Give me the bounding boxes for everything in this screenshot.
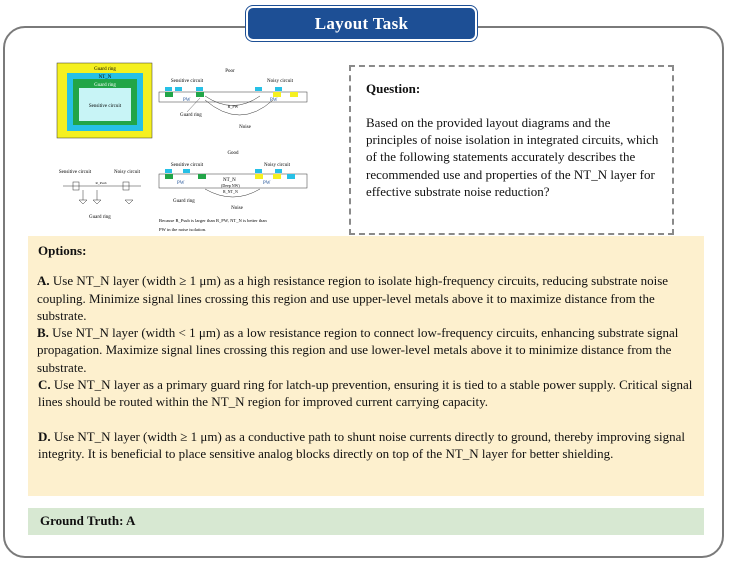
fig-good-noise: Noise [231,206,243,211]
fig-sensitive-label: Sensitive circuit [88,104,122,109]
ground-truth: Ground Truth: A [28,508,704,535]
option-a-text: Use NT_N layer (width ≥ 1 μm) as a high resistance region to isolate high-frequency circuits, reducing substrate noise coupling. Minimize signal lines crossing this region and use upper-level metals above it to maximize distance from the substrate. [37,273,669,323]
option-d-text: Use NT_N layer (width ≥ 1 μm) as a conductive path to shunt noise currents directly to ground, thereby improving signal integrity. It is beneficial to place sensitive analog blocks directly on top of the NT_N layer for better shielding. [38,428,685,461]
option-d-letter: D. [38,428,51,444]
fig-poor-label: Poor [225,69,235,74]
fig-poor-rpw: R_PW [227,104,239,109]
fig-good-ntn: NT_N [223,178,236,183]
fig-poor-pw-right: PW [270,98,278,103]
fig-good-noisy: Noisy circuit [264,163,290,168]
good-cross-section [159,151,307,232]
fig-poor-noisy: Noisy circuit [267,79,293,84]
fig-good-pw-right: PW [263,181,271,186]
question-box [349,65,674,235]
fig-poor-pw: PW [183,98,191,103]
fig-good-deep-nw: (Deep NW) [221,183,240,188]
guard-ring-layout [57,63,152,138]
options-heading: Options: [38,243,87,258]
option-b-letter: B. [37,325,49,341]
fig-poor-noise: Noise [239,125,251,130]
fig-ntn-label: NT_N [98,75,112,80]
fig-sch-sensitive: Sensitive circuit [58,170,92,175]
layout-diagram [55,60,330,235]
fig-sch-r-psub: R_Psub [95,181,107,185]
fig-guard-ring-inner-label: Guard ring [94,83,116,88]
question-text: Based on the provided layout diagrams and the principles of noise isolation in integrated circuits, which of the following statements accurately describes the recommended use and properties of the NT_N layer for effective substrate noise reduction? [366,115,659,199]
page-title: Layout Task [246,6,477,41]
option-c-text: Use NT_N layer as a primary guard ring for latch-up prevention, ensuring it is tied to a stable power supply. Critical signal lines should be routed within the NT_N region for improved current carrying capacity. [38,377,693,410]
fig-caption-line2: PW in the noise isolation. [159,227,207,232]
option-b [37,324,694,376]
fig-sch-guard-ring: Guard ring [89,215,111,220]
fig-caption-line1: Because R_Psub is larger than R_PW, NT_N is better than [159,218,267,223]
schematic [59,170,141,220]
fig-sch-noisy: Noisy circuit [114,170,140,175]
fig-good-r-ntn: R_NT_N [223,189,238,194]
question-heading: Question: [366,81,421,96]
poor-cross-section [159,69,307,130]
option-b-text: Use NT_N layer (width < 1 μm) as a low resistance region to connect low-frequency circuits, enhancing substrate signal propagation. Maximize signal lines crossing this region and use lower-level metals above it to minimize distance from the substrate. [37,325,679,375]
option-a-letter: A. [37,273,50,289]
option-c-letter: C. [38,377,51,393]
fig-good-label: Good [227,151,239,156]
fig-poor-sensitive: Sensitive circuit [170,79,204,84]
option-c [38,376,694,411]
fig-poor-guard-ring: Guard ring [180,113,202,118]
fig-good-sensitive: Sensitive circuit [170,163,204,168]
options-panel [28,236,704,496]
option-d [38,428,694,463]
fig-good-pw: PW [177,181,185,186]
fig-good-guard-ring: Guard ring [173,199,195,204]
fig-guard-ring-label: Guard ring [94,67,116,72]
option-a [37,272,694,324]
